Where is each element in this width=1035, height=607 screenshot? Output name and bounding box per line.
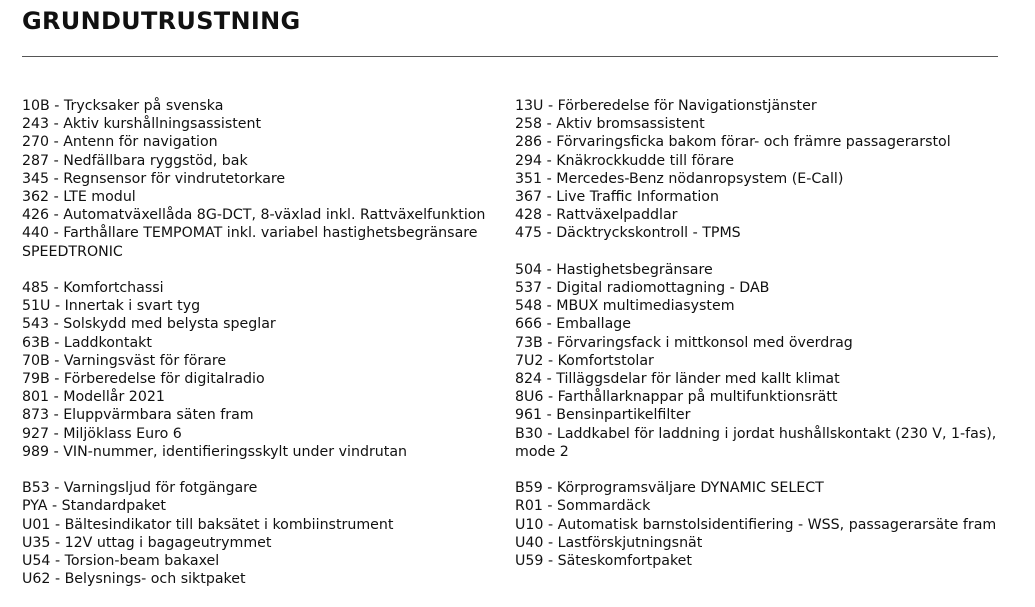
equipment-group [515,261,1005,461]
equipment-item: 543 - Solskydd med belysta speglar [22,316,276,333]
equipment-item: 537 - Digital radiomottagning - DAB [515,280,770,297]
equipment-item: 258 - Aktiv bromsassistent [515,116,705,133]
equipment-item: 13U - Förberedelse för Navigationstjänster [515,98,817,114]
equipment-item: 801 - Modellår 2021 [22,389,165,406]
equipment-item: 345 - Regnsensor för vindrutetorkare [22,170,286,187]
equipment-item: 426 - Automatväxellåda 8G-DCT, 8-växlad inkl. Rattväxelfunktion [22,207,486,224]
equipment-group [515,479,1005,570]
title-divider [22,56,998,57]
equipment-item: 294 - Knäkrockkudde till förare [515,152,735,169]
equipment-item: PYA - Standardpaket [22,498,166,515]
equipment-item: 989 - VIN-nummer, identifieringsskylt under vindrutan [22,443,408,460]
equipment-item: 51U - Innertak i svart tyg [22,298,201,315]
equipment-item: B30 - Laddkabel för laddning i jordat hushållskontakt (230 V, 1-fas), mode 2 [515,425,997,460]
equipment-item: 63B - Laddkontakt [22,334,152,351]
equipment-item: 8U6 - Farthållarknappar på multifunktionsrätt [515,389,838,406]
equipment-item: U54 - Torsion-beam bakaxel [22,553,220,570]
equipment-group [515,97,1005,243]
equipment-item: U35 - 12V uttag i bagageutrymmet [22,534,272,551]
equipment-item: 367 - Live Traffic Information [515,189,719,206]
equipment-item: 287 - Nedfällbara ryggstöd, bak [22,152,248,169]
equipment-item: B53 - Varningsljud för fotgängare [22,480,258,497]
equipment-item: 927 - Miljöklass Euro 6 [22,425,182,442]
equipment-item: U62 - Belysnings- och siktpaket [22,571,246,588]
equipment-item: U40 - Lastförskjutningsnät [515,534,703,551]
page-title: GRUNDUTRUSTNING [22,7,301,35]
equipment-item: 7U2 - Komfortstolar [515,352,654,369]
equipment-item: 428 - Rattväxelpaddlar [515,207,678,224]
equipment-list-right [515,97,1005,588]
equipment-item: 286 - Förvaringsficka bakom förar- och främre passagerarstol [515,134,951,151]
equipment-item: U10 - Automatisk barnstolsidentifiering - WSS, passagerarsäte fram [515,516,997,533]
equipment-item: 440 - Farthållare TEMPOMAT inkl. variabel hastighetsbegränsare SPEEDTRONIC [22,225,478,260]
equipment-item: 351 - Mercedes-Benz nödanropsystem (E-Call) [515,170,844,187]
equipment-item: 243 - Aktiv kurshållningsassistent [22,116,262,133]
equipment-item: U01 - Bältesindikator till baksätet i kombiinstrument [22,516,394,533]
equipment-item: 961 - Bensinpartikelfilter [515,407,691,424]
equipment-item: 485 - Komfortchassi [22,280,164,297]
equipment-item: 666 - Emballage [515,316,632,333]
equipment-list-left [22,97,492,607]
equipment-item: 475 - Däcktryckskontroll - TPMS [515,225,741,242]
equipment-item: 824 - Tilläggsdelar för länder med kallt klimat [515,371,840,388]
equipment-item: 73B - Förvaringsfack i mittkonsol med överdrag [515,334,853,351]
equipment-item: 70B - Varningsväst för förare [22,352,227,369]
equipment-item: R01 - Sommardäck [515,498,651,515]
equipment-item: U59 - Säteskomfortpaket [515,553,692,570]
equipment-group [22,479,492,588]
equipment-item: 79B - Förberedelse för digitalradio [22,371,265,388]
equipment-item: 548 - MBUX multimediasystem [515,298,735,315]
equipment-item: B59 - Körprogramsväljare DYNAMIC SELECT [515,480,824,497]
equipment-group [22,97,492,261]
equipment-group [22,279,492,461]
equipment-item: 504 - Hastighetsbegränsare [515,261,713,278]
equipment-item: 10B - Trycksaker på svenska [22,98,224,114]
equipment-item: 362 - LTE modul [22,189,136,206]
equipment-item: 270 - Antenn för navigation [22,134,218,151]
equipment-item: 873 - Eluppvärmbara säten fram [22,407,254,424]
